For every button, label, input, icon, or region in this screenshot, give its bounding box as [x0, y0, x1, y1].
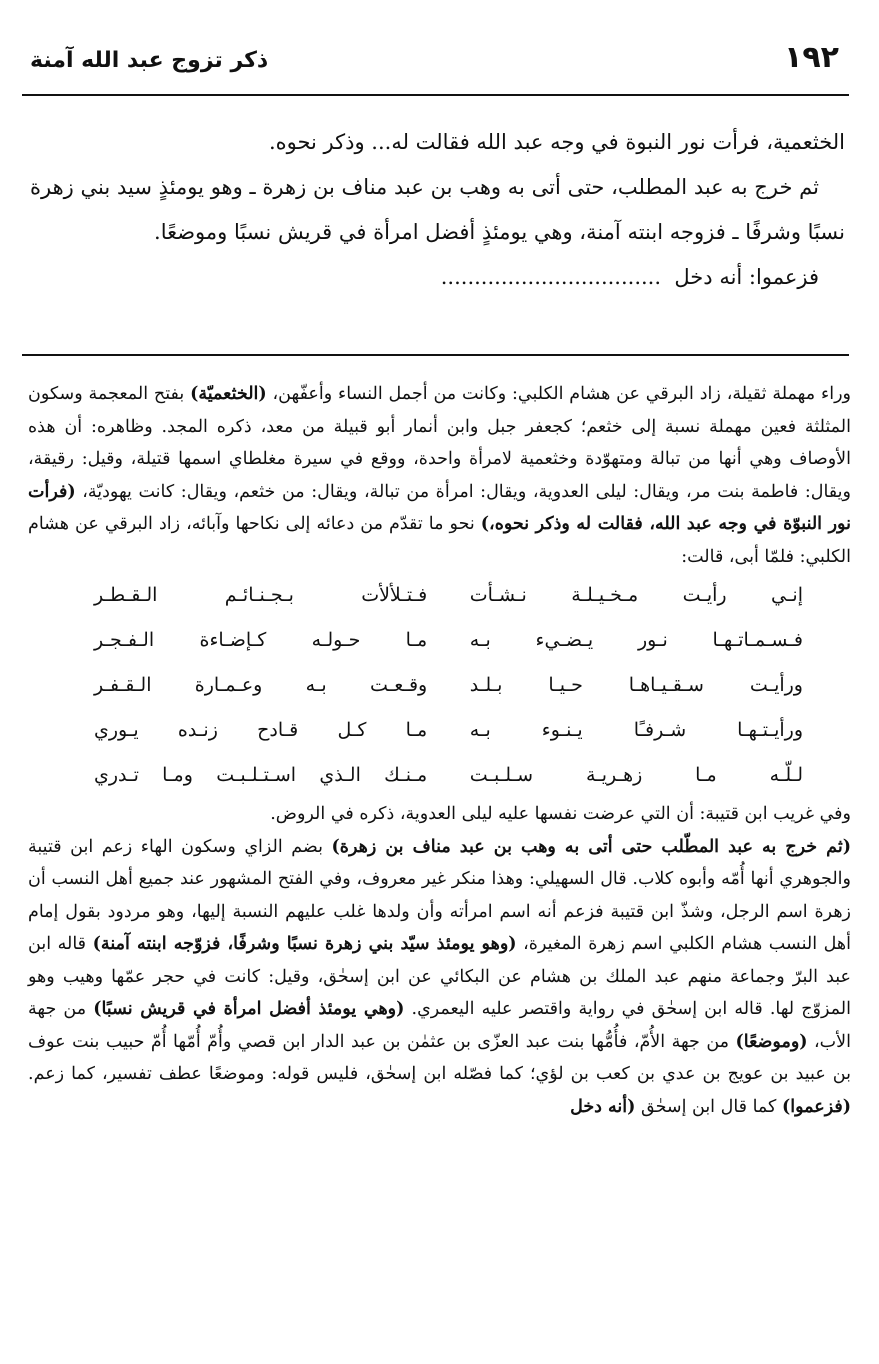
- quoted-lemma: (وهو يومئذ سيّد بني زهرة نسبًا وشرفًا، فزوّجه ابنته آمنة): [92, 934, 517, 954]
- quoted-lemma: (الخثعميّة): [190, 384, 267, 404]
- poem-verse: [94, 663, 803, 708]
- commentary-text: نحو ما تقدّم من دعائه إلى نكاحها وآبائه، زاد البرقي عن هشام الكلبي: فلمّا أبى، قالت:: [28, 514, 851, 567]
- commentary-text: من جهة الأُمّ، فأُمُّها بنت عبد العزّى بن عثمٰن بن عبد الدار ابن قصي وأُمّ أُمّها أُمّ حبيب بنت عوف بن عبيد بن عويج بن عدي بن كعب بن لؤي؛ كما فصّله ابن إسحٰق، فليس قوله: وموضعًا عطف تفسير، كما زعم.: [28, 1031, 851, 1084]
- commentary-text: من جهة الأب،: [28, 999, 851, 1052]
- poem-hemistich-second: فـتـلألأت بـجـنـائـم الـقـطـر: [94, 584, 428, 606]
- commentary: [28, 378, 851, 1123]
- poem: [28, 573, 851, 798]
- continuation-dots: .................................: [440, 265, 662, 289]
- poem-hemistich-first: فـسـمـاتـهـا نـور يـضـيء بـه: [469, 629, 803, 651]
- commentary-text: قاله ابن عبد البرّ وجماعة منهم عبد الملك بن هشام عن البكائي عن ابن إسحٰق، وقيل: كانت في حجر عمّها وهيب وهو المزوّج لها. قاله ابن إسحٰق في رواية واقتصر عليه اليعمري.: [28, 934, 851, 1019]
- poem-verse: [94, 573, 803, 618]
- commentary-paragraph-1: [28, 378, 851, 573]
- running-title: ذكر تزوج عبد الله آمنة: [30, 48, 269, 73]
- main-paragraph-1: الخثعمية، فرأت نور النبوة في وجه عبد الله فقالت له... وذكر نحوه.: [268, 130, 845, 154]
- footnote-separator: [22, 354, 849, 356]
- quoted-lemma: (أنه دخل: [570, 1096, 636, 1117]
- page-header: [22, 40, 849, 90]
- commentary-text: بضم الزاي وسكون الهاء زعم ابن قتيبة والجوهري أنها أُمّه وأبوه كلاب. قال السهيلي: وهذا منكر غير معروف، وفي الفتح المشهور عند جميع أهل النسب أن زهرة اسم الرجل، وشذّ ابن قتيبة فزعم أنه اسم امرأته وأن ولدها غلب عليهم النسبة إليها، وهو مردود بقول إمام أهل النسب هشام الكلبي اسم زهرة المغيرة،: [28, 836, 851, 954]
- commentary-paragraph-2: وفي غريب ابن قتيبة: أن التي عرضت نفسها عليه ليلى العدوية، ذكره في الروض.: [270, 804, 851, 824]
- poem-verse: [94, 708, 803, 753]
- commentary-paragraph-3: [28, 831, 851, 1124]
- poem-verse: [94, 753, 803, 798]
- quoted-lemma: (فزعموا): [781, 1096, 851, 1117]
- quoted-lemma: (فرأت نور النبوّة في وجه عبد الله، فقالت له وذكر نحوه،): [28, 481, 851, 534]
- main-paragraph-3-text: فزعموا: أنه دخل: [674, 265, 819, 289]
- main-text: [30, 120, 845, 300]
- main-paragraph-3: [30, 255, 845, 300]
- poem-hemistich-second: وقـعـت بـه وعـمـارة الـقـفـر: [94, 674, 428, 696]
- page-number: ١٩٢: [784, 40, 839, 75]
- quoted-lemma: (وهي يومئذ أفضل امرأة في قريش نسبًا): [93, 999, 405, 1019]
- poem-hemistich-second: مـا حـولـه كـإضـاءة الـفـجـر: [94, 629, 428, 651]
- header-rule: [22, 94, 849, 96]
- poem-hemistich-first: لـلّـه مـا زهـريـة سـلـبـت: [469, 764, 803, 786]
- poem-hemistich-second: مـنـك الـذي اسـتـلـبـت ومـا تـدري: [94, 764, 428, 786]
- poem-hemistich-second: مـا كـل قـادح زنـده يـوري: [94, 719, 428, 741]
- poem-hemistich-first: إنـي رأيـت مـخـيـلـة نـشـأت: [469, 584, 803, 606]
- poem-hemistich-first: ورأيـت سـقـيـاهـا حـيـا بـلـد: [469, 674, 803, 696]
- commentary-text: بفتح المعجمة وسكون المثلثة فعين مهملة نسبة إلى خثعم؛ كجعفر جبل وابن أنمار أبو قبيلة من معد، ذكره المجد. وظاهره: أن هذه الأوصاف وهي أنها من تبالة ومتهوّدة وخثعمية لامرأة واحدة، ووقع في سيرة مغلطاي اسمها قتيلة، وقيل: رقيقة، ويقال: فاطمة بنت مر، ويقال: ليلى العدوية، ويقال: امرأة من تبالة، ويقال: من خثعم، ويقال: كانت يهوديّة،: [28, 384, 851, 502]
- poem-hemistich-first: ورأيـتـهـا شـرفـًا يـنـوء بـه: [469, 719, 803, 741]
- main-paragraph-2: ثم خرج به عبد المطلب، حتى أتى به وهب بن عبد مناف بن زهرة ـ وهو يومئذٍ سيد بني زهرة نسبًا وشرفًا ـ فزوجه ابنته آمنة، وهي يومئذٍ أفضل امرأة في قريش نسبًا وموضعًا.: [30, 175, 845, 244]
- quoted-lemma: (ثم خرج به عبد المطّلب حتى أتى به وهب بن عبد مناف بن زهرة): [331, 836, 851, 857]
- quoted-lemma: (وموضعًا): [735, 1031, 808, 1052]
- commentary-text: كما قال ابن إسحٰق: [641, 1096, 777, 1117]
- poem-verse: [94, 618, 803, 663]
- commentary-text: وراء مهملة ثقيلة، زاد البرقي عن هشام الكلبي: وكانت من أجمل النساء وأعفّهن،: [272, 384, 851, 404]
